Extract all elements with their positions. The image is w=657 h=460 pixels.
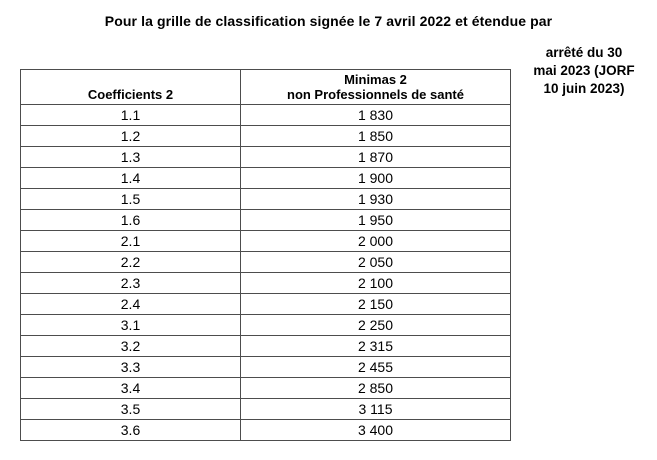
coefficient-cell: 3.3	[21, 357, 241, 378]
page-title: Pour la grille de classification signée le 7 avril 2022 et étendue par	[104, 13, 553, 29]
minima-cell: 2 150	[241, 294, 511, 315]
table-row	[21, 273, 511, 294]
minima-cell: 1 950	[241, 210, 511, 231]
coefficient-cell: 3.5	[21, 399, 241, 420]
coefficient-cell: 1.1	[21, 105, 241, 126]
minima-cell: 2 250	[241, 315, 511, 336]
side-note	[513, 44, 655, 98]
coefficient-cell: 3.2	[21, 336, 241, 357]
col-header-coefficients-label: Coefficients 2	[87, 87, 174, 102]
col-header-coefficients	[21, 70, 241, 105]
table-row	[21, 147, 511, 168]
col-header-minimas	[241, 70, 511, 105]
table-row	[21, 126, 511, 147]
minima-cell: 1 850	[241, 126, 511, 147]
table-header-row	[21, 70, 511, 105]
table-row	[21, 210, 511, 231]
coefficient-cell: 3.1	[21, 315, 241, 336]
minima-cell: 2 315	[241, 336, 511, 357]
col-header-minimas-line2: non Professionnels de santé	[287, 87, 464, 102]
coefficient-cell: 3.6	[21, 420, 241, 441]
minima-cell: 1 900	[241, 168, 511, 189]
minima-cell: 1 870	[241, 147, 511, 168]
coefficient-cell: 1.6	[21, 210, 241, 231]
coefficient-cell: 1.5	[21, 189, 241, 210]
side-note-line: mai 2023 (JORF	[533, 63, 635, 78]
table-row	[21, 105, 511, 126]
coefficient-cell: 1.2	[21, 126, 241, 147]
minima-cell: 2 850	[241, 378, 511, 399]
coefficient-cell: 2.1	[21, 231, 241, 252]
table-row	[21, 357, 511, 378]
table-row	[21, 168, 511, 189]
coefficient-cell: 3.4	[21, 378, 241, 399]
table-row	[21, 420, 511, 441]
table-row	[21, 399, 511, 420]
minima-cell: 1 930	[241, 189, 511, 210]
coefficient-cell: 1.3	[21, 147, 241, 168]
minima-cell: 3 400	[241, 420, 511, 441]
table-row	[21, 294, 511, 315]
minima-cell: 2 050	[241, 252, 511, 273]
coefficient-cell: 1.4	[21, 168, 241, 189]
table-row	[21, 231, 511, 252]
col-header-minimas-line1: Minimas 2	[344, 72, 407, 87]
table-row	[21, 378, 511, 399]
table-row	[21, 189, 511, 210]
table-row	[21, 252, 511, 273]
table-row	[21, 336, 511, 357]
minima-cell: 2 100	[241, 273, 511, 294]
coefficient-cell: 2.3	[21, 273, 241, 294]
classification-table	[20, 69, 511, 441]
side-note-line: arrêté du 30	[545, 45, 623, 60]
minima-cell: 2 000	[241, 231, 511, 252]
coefficient-cell: 2.4	[21, 294, 241, 315]
side-note-line: 10 juin 2023)	[543, 81, 625, 96]
minima-cell: 3 115	[241, 399, 511, 420]
table-row	[21, 315, 511, 336]
coefficient-cell: 2.2	[21, 252, 241, 273]
minima-cell: 2 455	[241, 357, 511, 378]
minima-cell: 1 830	[241, 105, 511, 126]
